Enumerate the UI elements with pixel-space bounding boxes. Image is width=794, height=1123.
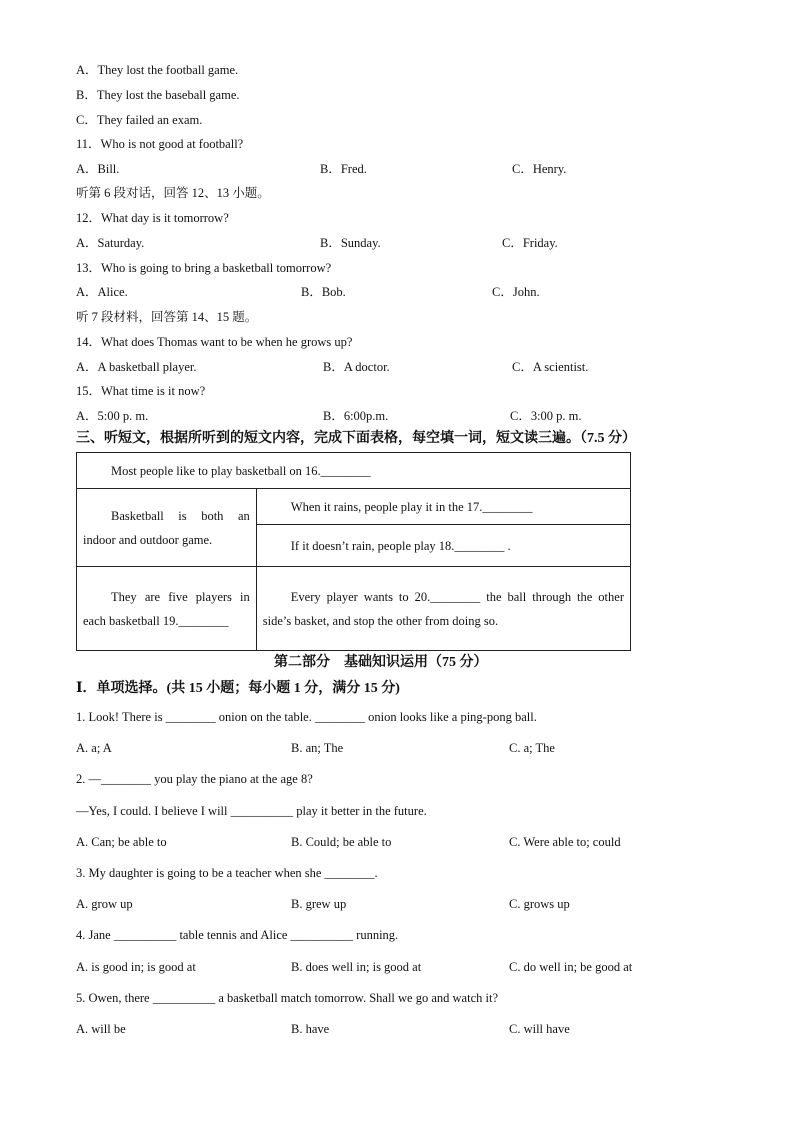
mc2-option-a: A. Can; be able to <box>76 835 167 849</box>
q14-option-a: A．A basketball player. <box>76 360 197 374</box>
table-row2-right-a-cell: When it rains, people play it in the 17.________ <box>256 489 630 525</box>
mc5-stem: 5. Owen, there __________ a basketball match tomorrow. Shall we go and watch it? <box>76 991 498 1005</box>
mc1-option-a: A. a; A <box>76 741 112 755</box>
q14-option-b: B．A doctor. <box>323 360 390 374</box>
q15-option-b: B．6:00p.m. <box>323 409 389 423</box>
q12-option-b: B．Sunday. <box>320 236 381 250</box>
q15-stem: 15．What time is it now? <box>76 384 206 398</box>
q11-option-a: A．Bill. <box>76 162 120 176</box>
mc3-option-a: A. grow up <box>76 897 133 911</box>
material7-intro: 听 7 段材料，回答第 14、15 题。 <box>76 310 258 324</box>
dialog6-intro: 听第 6 段对话，回答 12、13 小题。 <box>76 186 270 200</box>
q14-stem: 14．What does Thomas want to be when he grows up? <box>76 335 353 349</box>
mc4-stem: 4. Jane __________ table tennis and Alice __________ running. <box>76 928 399 942</box>
mc4-option-c: C. do well in; be good at <box>509 960 633 974</box>
cloze-table <box>76 452 631 651</box>
mc4-option-a: A. is good in; is good at <box>76 960 196 974</box>
part2-title: 第二部分 基础知识运用（75 分） <box>274 655 488 670</box>
table-row2-right-b-cell: If it doesn’t rain, people play 18.________ . <box>256 525 630 567</box>
table-row1-cell: Most people like to play basketball on 16.________ <box>77 453 631 489</box>
q11-option-b: B．Fred. <box>320 162 367 176</box>
mc1-stem: 1. Look! There is ________ onion on the table. ________ onion looks like a ping-pong ball. <box>76 710 537 724</box>
mc4-option-b: B. does well in; is good at <box>291 960 422 974</box>
q15-option-a: A．5:00 p. m. <box>76 409 149 423</box>
table-row3-right-cell: Every player wants to 20.________ the ball through the other side’s basket, and stop the other from doing so. <box>256 567 630 651</box>
mc2-stem-line2: —Yes, I could. I believe I will __________ play it better in the future. <box>76 804 427 818</box>
mc5-option-a: A. will be <box>76 1022 126 1036</box>
mc5-option-c: C. will have <box>509 1022 570 1036</box>
q13-option-a: A．Alice. <box>76 285 128 299</box>
q10-option-b: B．They lost the baseball game. <box>76 88 240 102</box>
table-row2-left-cell: Basketball is both an indoor and outdoor game. <box>77 489 257 567</box>
mc2-option-c: C. Were able to; could <box>509 835 621 849</box>
q12-option-c: C．Friday. <box>502 236 558 250</box>
q13-option-b: B．Bob. <box>301 285 346 299</box>
q10-option-c: C．They failed an exam. <box>76 113 203 127</box>
q12-option-a: A．Saturday. <box>76 236 145 250</box>
q13-stem: 13．Who is going to bring a basketball tomorrow? <box>76 261 332 275</box>
q10-option-a: A．They lost the football game. <box>76 63 239 77</box>
q11-option-c: C．Henry. <box>512 162 567 176</box>
mc2-stem: 2. —________ you play the piano at the age 8? <box>76 772 313 786</box>
q12-stem: 12．What day is it tomorrow? <box>76 211 229 225</box>
q14-option-c: C．A scientist. <box>512 360 589 374</box>
mc3-option-b: B. grew up <box>291 897 347 911</box>
section3-heading: 三、听短文，根据所听到的短文内容，完成下面表格，每空填一词，短文读三遍。（7.5 分） <box>76 431 636 446</box>
mc1-option-b: B. an; The <box>291 741 344 755</box>
mc3-option-c: C. grows up <box>509 897 570 911</box>
table-row3-left-cell: They are five players in each basketball 19.________ <box>77 567 257 651</box>
mc1-option-c: C. a; The <box>509 741 555 755</box>
q11-stem: 11．Who is not good at football? <box>76 137 244 151</box>
q13-option-c: C．John. <box>492 285 540 299</box>
mc2-option-b: B. Could; be able to <box>291 835 392 849</box>
q15-option-c: C．3:00 p. m. <box>510 409 582 423</box>
section1-heading: Ⅰ．单项选择。(共 15 小题；每小题 1 分，满分 15 分) <box>76 681 400 696</box>
mc5-option-b: B. have <box>291 1022 330 1036</box>
mc3-stem: 3. My daughter is going to be a teacher when she ________. <box>76 866 378 880</box>
